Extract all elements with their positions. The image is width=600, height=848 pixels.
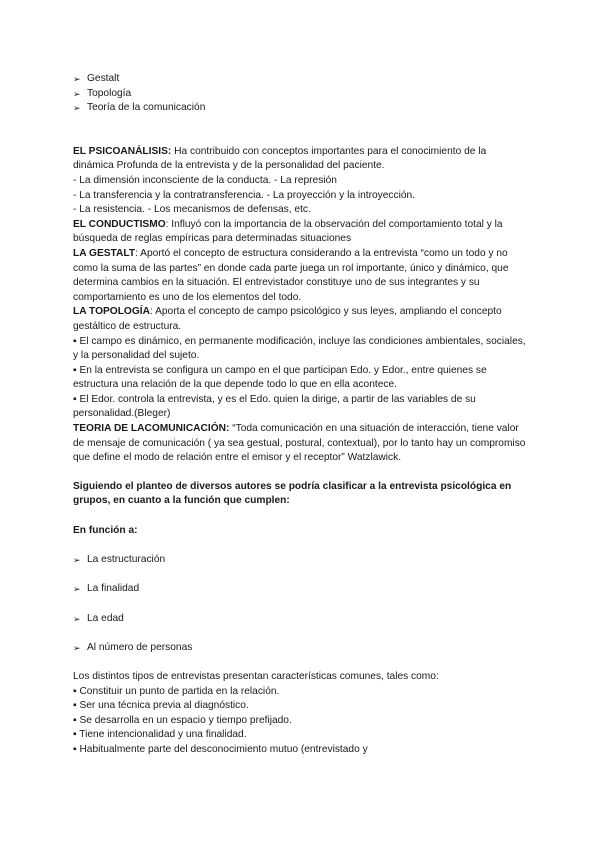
funcion-item bbox=[73, 553, 528, 568]
top-bullet-list bbox=[73, 72, 528, 116]
topologia-text: : Aporta el concepto de campo psicológico y sus leyes, ampliando el concepto gestáltico de estructura. bbox=[73, 306, 502, 332]
funcion-item bbox=[73, 641, 528, 656]
tipos-item: ▪ Se desarrolla en un espacio y tiempo prefijado. bbox=[73, 714, 292, 726]
psicoanalisis-line: - La resistencia. - Los mecanismos de defensas, etc. bbox=[73, 204, 311, 216]
gestalt-label: LA GESTALT bbox=[73, 247, 136, 259]
list-item-text: Topología bbox=[87, 87, 132, 99]
topologia-item: ▪ En la entrevista se configura un campo en el que participan Edo. y Edor., entre quienes se estructura una relación de la que depende todo lo que en ella acontece. bbox=[73, 364, 487, 391]
list-item-text: Gestalt bbox=[87, 73, 120, 84]
conductismo-text: : Influyó con la importancia de la observación del comportamiento total y la búsqueda de reglas empíricas para determinadas situaciones bbox=[73, 218, 503, 245]
arrow-bullet-icon: ➢ bbox=[73, 642, 81, 653]
document-page bbox=[73, 72, 528, 758]
clasificacion-heading: Siguiendo el planteo de diversos autores se podría clasificar a la entrevista psicológica en grupos, en cuanto a la función que cumplen: bbox=[73, 480, 512, 507]
comunicacion-text: “Toda comunicación en una situación de interacción, tiene valor de mensaje de comunicación ( ya sea gestual, postural, contextual), por lo tanto hay un compromiso que define el modo de relación entre el emisor y el receptor” Watzlawick. bbox=[73, 423, 526, 464]
topologia-item: ▪ El Edor. controla la entrevista, y es el Edo. quien la dirige, a partir de las variables de su personalidad.(Bleger) bbox=[73, 393, 476, 420]
funcion-text: Al número de personas bbox=[87, 641, 193, 653]
en-funcion-heading: En función a: bbox=[73, 525, 138, 537]
psicoanalisis-paragraph bbox=[73, 145, 528, 174]
arrow-bullet-icon: ➢ bbox=[73, 584, 81, 595]
gestalt-paragraph bbox=[73, 247, 528, 305]
topologia-label: LA TOPOLOGÍA bbox=[73, 306, 150, 318]
arrow-bullet-icon: ➢ bbox=[73, 74, 81, 84]
conductismo-label: EL CONDUCTISMO bbox=[73, 218, 166, 230]
list-item bbox=[73, 87, 528, 102]
arrow-bullet-icon: ➢ bbox=[73, 613, 81, 624]
arrow-bullet-icon: ➢ bbox=[73, 555, 81, 566]
funcion-text: La estructuración bbox=[87, 554, 166, 566]
tipos-item: ▪ Constituir un punto de partida en la relación. bbox=[73, 685, 280, 697]
tipos-intro: Los distintos tipos de entrevistas presentan características comunes, tales como: bbox=[73, 670, 439, 682]
psicoanalisis-line: - La transferencia y la contratransferencia. - La proyección y la introyección. bbox=[73, 189, 416, 201]
arrow-bullet-icon: ➢ bbox=[73, 88, 81, 99]
tipos-item: ▪ Tiene intencionalidad y una finalidad. bbox=[73, 729, 247, 741]
tipos-item: ▪ Ser una técnica previa al diagnóstico. bbox=[73, 700, 249, 712]
psicoanalisis-text: Ha contribuido con conceptos importantes para el conocimiento de la dinámica Profunda de la entrevista y de la personalidad del paciente. bbox=[73, 145, 487, 172]
comunicacion-paragraph bbox=[73, 422, 528, 466]
gestalt-text: : Aportó el concepto de estructura considerando a la entrevista “como un todo y no como la suma de las partes” en donde cada parte juega un rol importante, único y dinámico, que determina cambios en la situación. El entrevistador constituye uno de sus integrantes y su comportamiento es uno de los elementos del todo. bbox=[73, 247, 509, 303]
arrow-bullet-icon: ➢ bbox=[73, 103, 81, 114]
list-item bbox=[73, 72, 528, 87]
comunicacion-label: TEORIA DE LACOMUNICACIÓN: bbox=[73, 423, 230, 435]
conductismo-paragraph bbox=[73, 218, 528, 247]
psicoanalisis-label: EL PSICOANÁLISIS: bbox=[73, 145, 172, 157]
funcion-item bbox=[73, 612, 528, 627]
psicoanalisis-line: - La dimensión inconsciente de la conducta. - La represión bbox=[73, 174, 337, 186]
list-item bbox=[73, 101, 528, 116]
topologia-paragraph bbox=[73, 305, 528, 334]
tipos-item: ▪ Habitualmente parte del desconocimiento mutuo (entrevistado y bbox=[73, 743, 368, 755]
list-item-text: Teoría de la comunicación bbox=[87, 102, 206, 114]
funcion-item bbox=[73, 582, 528, 597]
funcion-text: La finalidad bbox=[87, 583, 140, 595]
funcion-text: La edad bbox=[87, 612, 124, 624]
topologia-item: ▪ El campo es dinámico, en permanente modificación, incluye las condiciones ambientales, sociales, y la personalidad del sujeto. bbox=[73, 335, 526, 362]
